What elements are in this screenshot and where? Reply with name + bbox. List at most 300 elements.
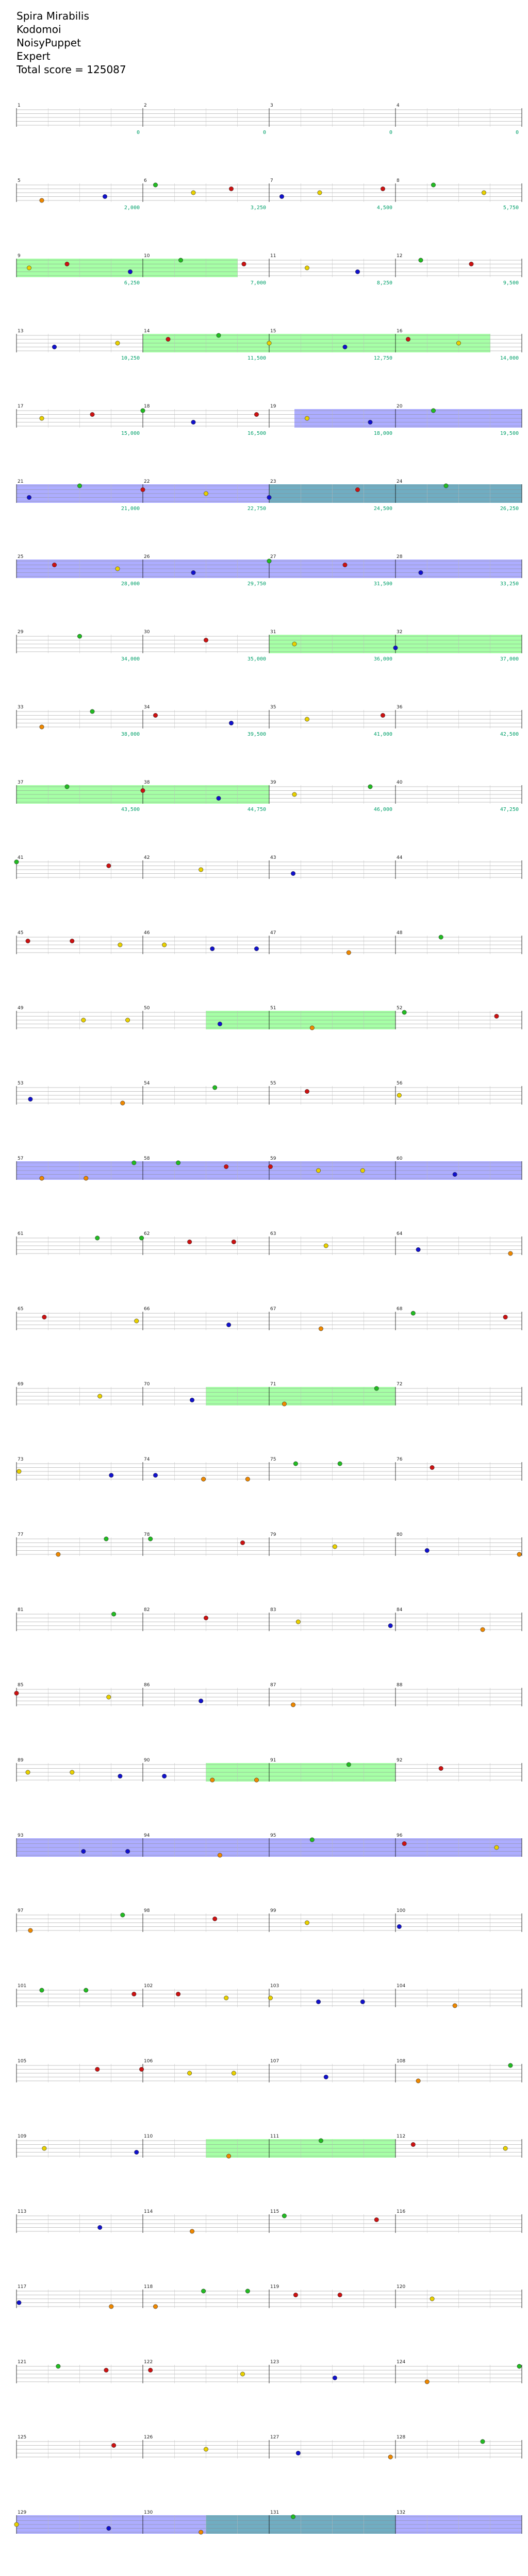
note-red [406,337,410,341]
note-orange [310,1026,314,1030]
note-blue [416,1247,420,1251]
measure-score: 44,750 [247,807,266,812]
measure-number: 81 [18,1607,24,1613]
note-green [139,1236,143,1240]
measure-number: 23 [270,479,276,484]
measure-number: 55 [270,1081,276,1086]
note-blue [190,1398,194,1402]
note-yellow [199,868,203,872]
measure-score: 29,750 [247,581,266,587]
measure-number: 9 [18,253,21,259]
note-red [305,1089,309,1093]
note-blue [17,2300,21,2304]
measure-number: 53 [18,1081,24,1086]
measure-score: 0 [262,130,266,135]
measure-number: 124 [397,2360,406,2365]
note-orange [425,2380,429,2384]
measure-score: 36,000 [373,656,392,662]
measure-score: 39,500 [247,732,266,737]
note-green [481,2439,485,2444]
song-title: Spira Mirabilis [16,10,89,22]
note-green [84,1988,88,1992]
measure-number: 94 [144,1833,150,1838]
note-green [176,1161,180,1165]
note-red [204,638,208,642]
note-yellow [305,266,309,270]
note-red [90,412,94,416]
measure-number: 12 [397,253,403,259]
note-green [95,1236,100,1240]
measure-number: 77 [18,1532,24,1537]
measure-number: 110 [144,2134,153,2139]
note-yellow [305,1921,309,1925]
note-red [402,1841,406,1845]
note-yellow [430,2297,434,2301]
note-blue [107,2526,111,2530]
measure-score: 31,500 [373,581,392,587]
note-red [148,2368,153,2372]
measure-number: 90 [144,1758,150,1763]
measure-number: 30 [144,630,150,635]
measure-number: 51 [270,1006,276,1011]
measure-number: 58 [144,1156,150,1161]
measure-number: 115 [270,2209,279,2214]
measure-number: 128 [397,2435,406,2440]
measure-number: 5 [18,178,21,183]
note-green [368,785,372,789]
note-orange [319,1327,323,1331]
measure-score: 33,250 [500,581,519,587]
measure-number: 14 [144,329,150,334]
note-blue [425,1548,429,1552]
measure-number: 86 [144,1683,150,1688]
note-green [431,409,435,413]
note-yellow [316,1168,320,1173]
note-blue [118,1774,122,1778]
note-red [229,187,233,191]
measure-number: 111 [270,2134,279,2139]
note-green [291,2515,295,2519]
measure-number: 131 [270,2510,279,2515]
measure-score: 9,500 [503,280,519,286]
note-green [121,1913,125,1917]
measure-score: 42,500 [500,732,519,737]
measure-number: 13 [18,329,24,334]
measure-number: 54 [144,1081,150,1086]
note-red [111,2443,116,2447]
measure-number: 109 [18,2134,27,2139]
measure-score: 26,250 [500,506,519,512]
note-orange [346,951,351,955]
measure-number: 22 [144,479,150,484]
note-blue [226,1323,230,1327]
note-orange [199,2530,203,2534]
measure-number: 11 [270,253,276,259]
note-red [65,262,69,266]
note-red [204,1616,208,1620]
measure-score: 2,000 [124,205,140,211]
measure-score: 4,500 [376,205,392,211]
note-yellow [187,2071,191,2075]
note-orange [40,1176,44,1180]
note-orange [40,725,44,729]
note-red [430,1465,434,1469]
measure-score: 28,000 [121,581,140,587]
note-blue [333,2376,337,2380]
measure-number: 119 [270,2284,279,2290]
measure-score: 24,500 [373,506,392,512]
measure-score: 12,750 [373,355,392,361]
measure-number: 65 [18,1307,24,1312]
total-score: Total score = 125087 [16,63,126,76]
note-yellow [204,2447,208,2451]
measure-number: 28 [397,554,403,560]
measure-number: 70 [144,1382,150,1387]
note-blue [388,1623,392,1628]
measure-number: 114 [144,2209,153,2214]
note-yellow [14,2522,19,2527]
note-yellow [305,416,309,420]
measure-number: 43 [270,855,276,860]
measure-number: 56 [397,1081,403,1086]
measure-number: 50 [144,1006,150,1011]
note-green [178,258,183,262]
measure-score: 19,500 [500,431,519,436]
measure-score: 15,000 [121,431,140,436]
note-green [508,2063,513,2067]
note-red [268,1164,272,1168]
measure-score: 10,250 [121,355,140,361]
note-yellow [494,1845,499,1850]
measure-score: 41,000 [373,732,392,737]
note-orange [388,2455,392,2459]
measure-number: 16 [397,329,403,334]
note-blue [291,871,295,875]
song-artist: Kodomoi [16,23,61,36]
note-red [166,337,170,341]
note-red [293,2293,298,2297]
difficulty: Expert [16,50,51,62]
measure-number: 92 [397,1758,403,1763]
measure-number: 48 [397,930,403,936]
note-blue [135,2150,139,2154]
note-red [469,262,473,266]
note-green [65,785,69,789]
measure-score: 37,000 [500,656,519,662]
measure-number: 102 [144,1984,153,1989]
measure-number: 21 [18,479,24,484]
measure-score: 7,000 [250,280,266,286]
note-yellow [191,191,195,195]
measure-number: 125 [18,2435,27,2440]
note-yellow [135,1319,139,1323]
measure-number: 2 [144,103,147,108]
measure-number: 80 [397,1532,403,1537]
measure-number: 41 [18,855,24,860]
note-red [139,2067,143,2071]
note-yellow [98,1394,102,1398]
note-orange [210,1778,214,1782]
note-red [411,2142,415,2146]
measure-number: 52 [397,1006,403,1011]
measure-number: 60 [397,1156,403,1161]
note-green [201,2289,205,2293]
note-blue [153,1473,157,1477]
note-blue [316,1999,320,2004]
note-blue [393,646,398,650]
note-orange [282,1402,286,1406]
note-yellow [296,1620,300,1624]
note-blue [218,1022,222,1026]
note-orange [218,1853,222,1857]
note-blue [360,1999,365,2004]
measure-number: 57 [18,1156,24,1161]
measure-number: 103 [270,1984,279,1989]
note-yellow [116,341,120,345]
measure-number: 71 [270,1382,276,1387]
note-green [439,935,443,939]
note-orange [201,1477,205,1481]
measure-number: 35 [270,705,276,710]
measure-number: 26 [144,554,150,560]
measure-number: 106 [144,2059,153,2064]
note-green [282,2214,286,2218]
measure-number: 118 [144,2284,153,2290]
note-red [494,1014,499,1018]
note-red [232,1240,236,1244]
note-yellow [42,2146,46,2150]
measure-score: 35,000 [247,656,266,662]
measure-score: 3,250 [250,205,266,211]
measure-number: 99 [270,1908,276,1913]
note-red [26,939,30,943]
note-yellow [204,492,208,496]
note-red [153,713,157,717]
note-yellow [118,943,122,947]
measure-number: 113 [18,2209,27,2214]
note-yellow [232,2071,236,2075]
note-blue [368,420,372,424]
note-blue [125,1849,129,1853]
note-yellow [397,1093,401,1097]
measure-number: 63 [270,1231,276,1236]
note-green [402,1010,406,1014]
note-red [52,563,56,567]
measure-score: 47,250 [500,807,519,812]
note-orange [109,2304,113,2309]
note-blue [324,2075,328,2079]
note-blue [254,946,258,951]
measure-score: 46,000 [373,807,392,812]
note-red [343,563,347,567]
measure-number: 31 [270,630,276,635]
measure-number: 74 [144,1457,150,1462]
measure-number: 19 [270,404,276,409]
note-red [187,1240,191,1244]
note-yellow [70,1770,74,1774]
measure-number: 47 [270,930,276,936]
measure-number: 4 [397,103,400,108]
note-green [346,1762,351,1767]
note-yellow [482,191,486,195]
note-blue [279,194,284,198]
note-blue [419,570,423,574]
note-blue [343,345,347,349]
note-blue [81,1849,86,1853]
note-green [148,1537,153,1541]
note-green [293,1462,298,1466]
measure-number: 27 [270,554,276,560]
measure-number: 129 [18,2510,27,2515]
measure-number: 101 [18,1984,27,1989]
note-red [381,713,385,717]
note-orange [153,2304,157,2309]
note-orange [84,1176,88,1180]
measure-number: 120 [397,2284,406,2290]
measure-number: 69 [18,1382,24,1387]
note-green [310,1838,314,1842]
note-green [77,484,81,488]
measure-number: 6 [144,178,147,183]
measure-number: 108 [397,2059,406,2064]
measure-number: 40 [397,780,403,785]
measure-number: 24 [397,479,403,484]
measure-number: 18 [144,404,150,409]
note-blue [229,721,233,725]
measure-score: 34,000 [121,656,140,662]
note-blue [52,345,56,349]
measure-number: 83 [270,1607,276,1613]
note-blue [109,1473,113,1477]
note-yellow [107,1695,111,1699]
measure-number: 116 [397,2209,406,2214]
note-orange [121,1101,125,1105]
measure-number: 98 [144,1908,150,1913]
note-green [77,634,81,638]
note-orange [254,1778,258,1782]
measure-number: 117 [18,2284,27,2290]
measure-number: 127 [270,2435,279,2440]
note-red [14,1691,19,1695]
note-green [217,333,221,337]
note-yellow [81,1018,86,1022]
measure-number: 66 [144,1307,150,1312]
measure-number: 64 [397,1231,403,1236]
measure-score: 22,750 [247,506,266,512]
measure-number: 67 [270,1307,276,1312]
note-green [104,1537,108,1541]
measure-number: 61 [18,1231,24,1236]
note-blue [210,946,214,951]
note-green [90,709,94,714]
measure-number: 32 [397,630,403,635]
note-green [267,559,271,563]
measure-score: 16,500 [247,431,266,436]
note-orange [481,1628,485,1632]
note-red [95,2067,100,2071]
note-red [70,939,74,943]
note-blue [191,420,195,424]
note-green [132,1161,136,1165]
note-orange [190,2229,194,2233]
measure-score: 0 [515,130,519,135]
measure-number: 79 [270,1532,276,1537]
measure-number: 49 [18,1006,24,1011]
note-green [338,1462,342,1466]
note-yellow [125,1018,129,1022]
measure-number: 76 [397,1457,403,1462]
measure-number: 112 [397,2134,406,2139]
note-red [503,1315,507,1319]
measure-score: 38,000 [121,732,140,737]
measure-number: 75 [270,1457,276,1462]
measure-number: 59 [270,1156,276,1161]
note-green [245,2289,250,2293]
measure-number: 68 [397,1307,403,1312]
measure-number: 85 [18,1683,24,1688]
note-blue [191,570,195,574]
measure-number: 72 [397,1382,403,1387]
note-blue [355,269,359,274]
measure-score: 11,500 [247,355,266,361]
note-blue [103,194,107,198]
measure-number: 25 [18,554,24,560]
measure-score: 0 [389,130,392,135]
measure-number: 89 [18,1758,24,1763]
note-orange [517,1552,521,1556]
measure-number: 126 [144,2435,153,2440]
note-yellow [27,266,31,270]
measure-score: 5,750 [503,205,519,211]
note-yellow [116,567,120,571]
note-red [254,412,258,416]
note-yellow [162,943,166,947]
note-red [439,1766,443,1770]
note-blue [28,1097,32,1101]
measure-number: 33 [18,705,24,710]
note-red [132,1992,136,1996]
note-yellow [292,642,296,646]
measure-number: 8 [397,178,400,183]
note-red [381,187,385,191]
measure-number: 87 [270,1683,276,1688]
note-green [431,183,435,187]
note-green [40,1988,44,1992]
note-yellow [240,2372,244,2376]
measure-number: 3 [270,103,273,108]
measure-score: 43,500 [121,807,140,812]
note-green [517,2364,521,2368]
note-blue [162,1774,166,1778]
note-orange [245,1477,250,1481]
measure-score: 8,250 [376,280,392,286]
measure-number: 122 [144,2360,153,2365]
note-yellow [268,1996,272,2000]
measure-number: 105 [18,2059,27,2064]
measure-number: 62 [144,1231,150,1236]
measure-number: 38 [144,780,150,785]
measure-number: 104 [397,1984,406,1989]
note-red [42,1315,46,1319]
measure-number: 73 [18,1457,24,1462]
note-red [176,1992,180,1996]
note-yellow [333,1545,337,1549]
note-red [141,487,145,492]
measure-number: 44 [397,855,403,860]
note-yellow [456,341,460,345]
measure-number: 132 [397,2510,406,2515]
note-red [224,1164,228,1168]
